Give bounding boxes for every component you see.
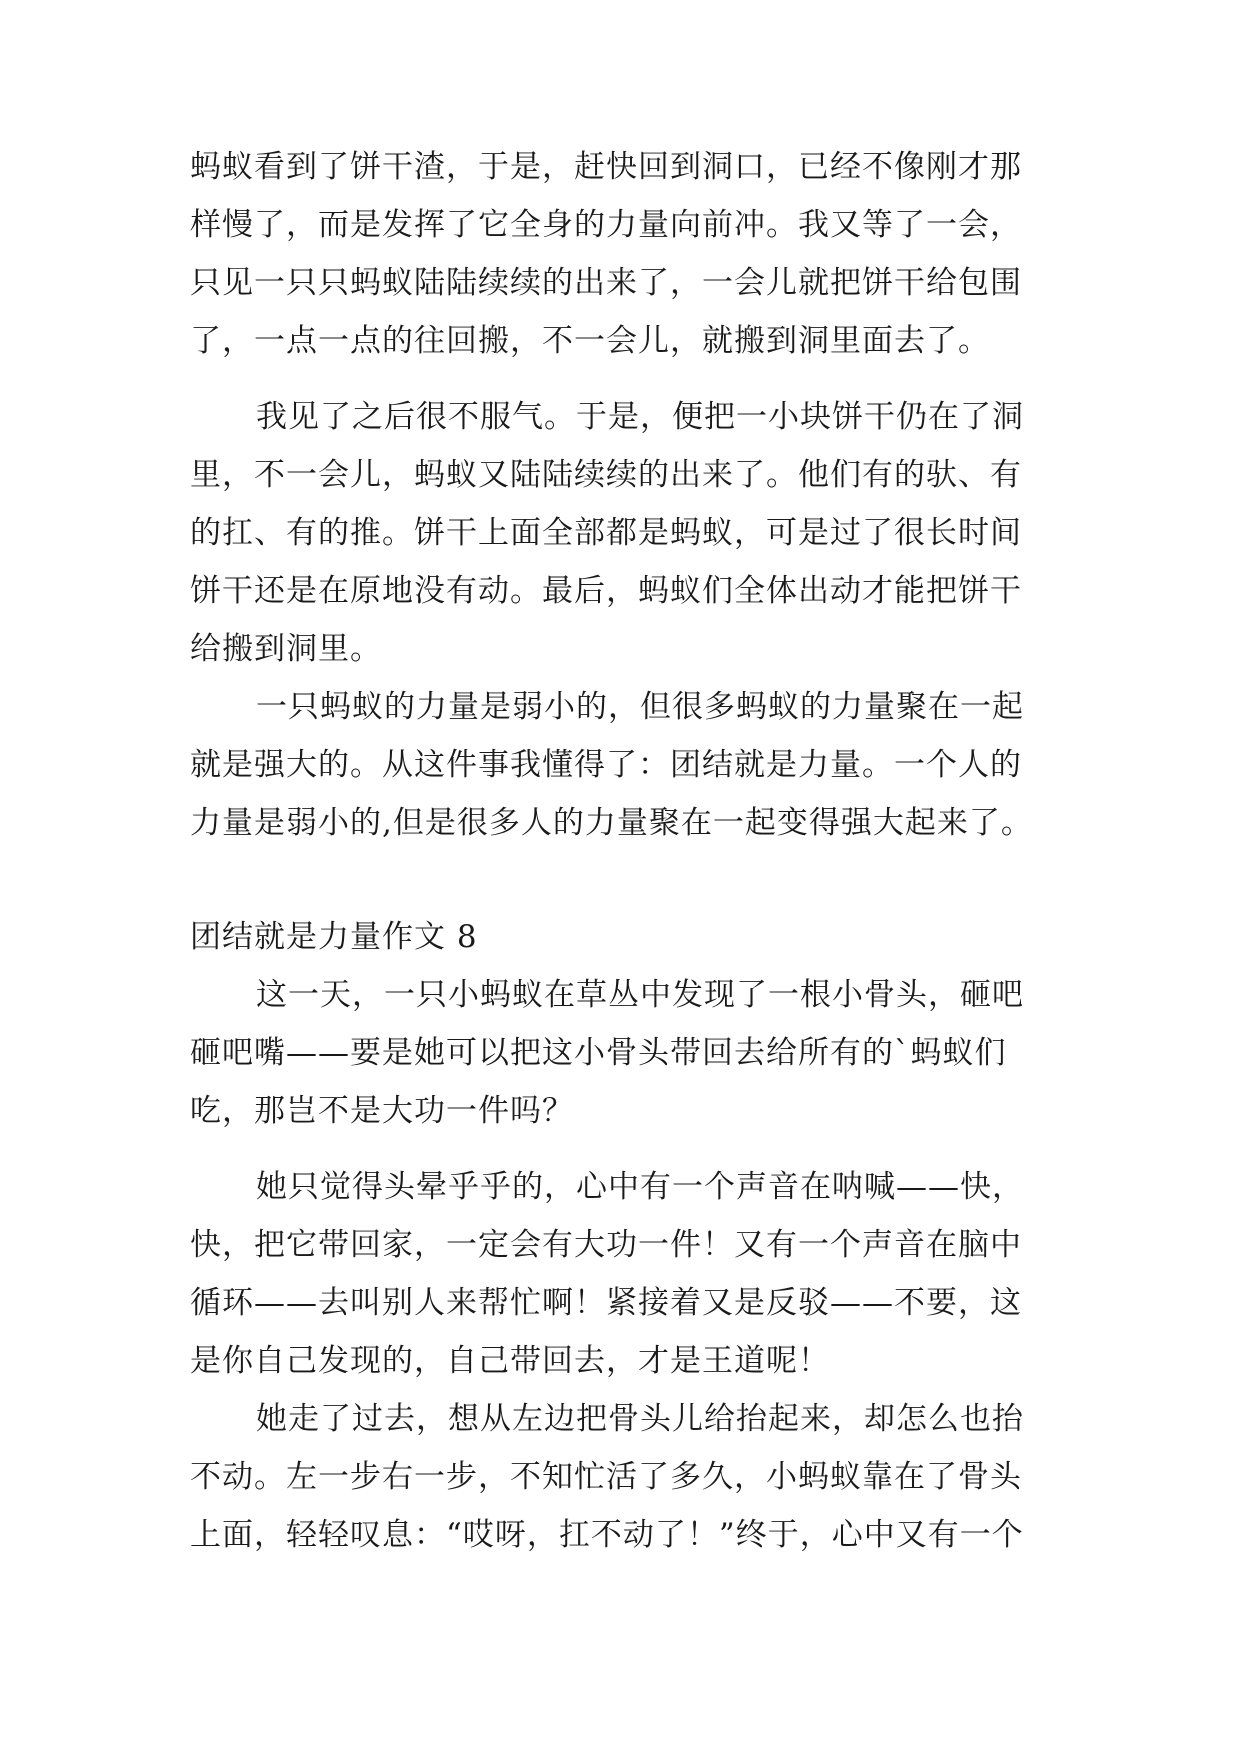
paragraph-line: 里，不一会儿，蚂蚁又陆陆续续的出来了。他们有的驮、有 (190, 457, 1022, 493)
paragraph-line: 的扛、有的推。饼干上面全部都是蚂蚁，可是过了很长时间 (190, 515, 1022, 551)
paragraph-line: 了，一点一点的往回搬，不一会儿，就搬到洞里面去了。 (190, 323, 990, 359)
paragraph-line: 砸吧嘴——要是她可以把这小骨头带回去给所有的`蚂蚁们 (190, 1035, 1007, 1071)
paragraph-line: 这一天，一只小蚂蚁在草丛中发现了一根小骨头，砸吧 (256, 977, 1024, 1013)
paragraph-line: 只见一只只蚂蚁陆陆续续的出来了，一会儿就把饼干给包围 (190, 265, 1022, 301)
paragraph-line: 蚂蚁看到了饼干渣，于是，赶快回到洞口，已经不像刚才那 (190, 149, 1022, 185)
paragraph-line: 我见了之后很不服气。于是，便把一小块饼干仍在了洞 (256, 399, 1024, 435)
paragraph-line: 就是强大的。从这件事我懂得了：团结就是力量。一个人的 (190, 747, 1022, 783)
paragraph-line: 样慢了，而是发挥了它全身的力量向前冲。我又等了一会， (190, 207, 1022, 243)
paragraph-line: 一只蚂蚁的力量是弱小的，但很多蚂蚁的力量聚在一起 (256, 689, 1024, 725)
section-title: 团结就是力量作文 8 (190, 919, 478, 955)
paragraph-line: 快，把它带回家，一定会有大功一件！又有一个声音在脑中 (190, 1227, 1022, 1263)
paragraph-line: 不动。左一步右一步，不知忙活了多久，小蚂蚁靠在了骨头 (190, 1459, 1022, 1495)
paragraph-line: 她走了过去，想从左边把骨头儿给抬起来，却怎么也抬 (256, 1401, 1024, 1437)
paragraph-line: 是你自己发现的，自己带回去，才是王道呢！ (190, 1343, 830, 1379)
paragraph-line: 循环——去叫别人来帮忙啊！紧接着又是反驳——不要，这 (190, 1285, 1022, 1321)
paragraph-line: 吃，那岂不是大功一件吗？ (190, 1093, 574, 1129)
paragraph-line: 上面，轻轻叹息：“哎呀，扛不动了！”终于，心中又有一个 (190, 1517, 1024, 1553)
paragraph-line: 她只觉得头晕乎乎的，心中有一个声音在呐喊——快， (256, 1169, 1024, 1205)
paragraph-line: 饼干还是在原地没有动。最后，蚂蚁们全体出动才能把饼干 (190, 573, 1022, 609)
paragraph-line: 给搬到洞里。 (190, 631, 382, 667)
paragraph-line: 力量是弱小的,但是很多人的力量聚在一起变得强大起来了。 (190, 805, 1033, 841)
